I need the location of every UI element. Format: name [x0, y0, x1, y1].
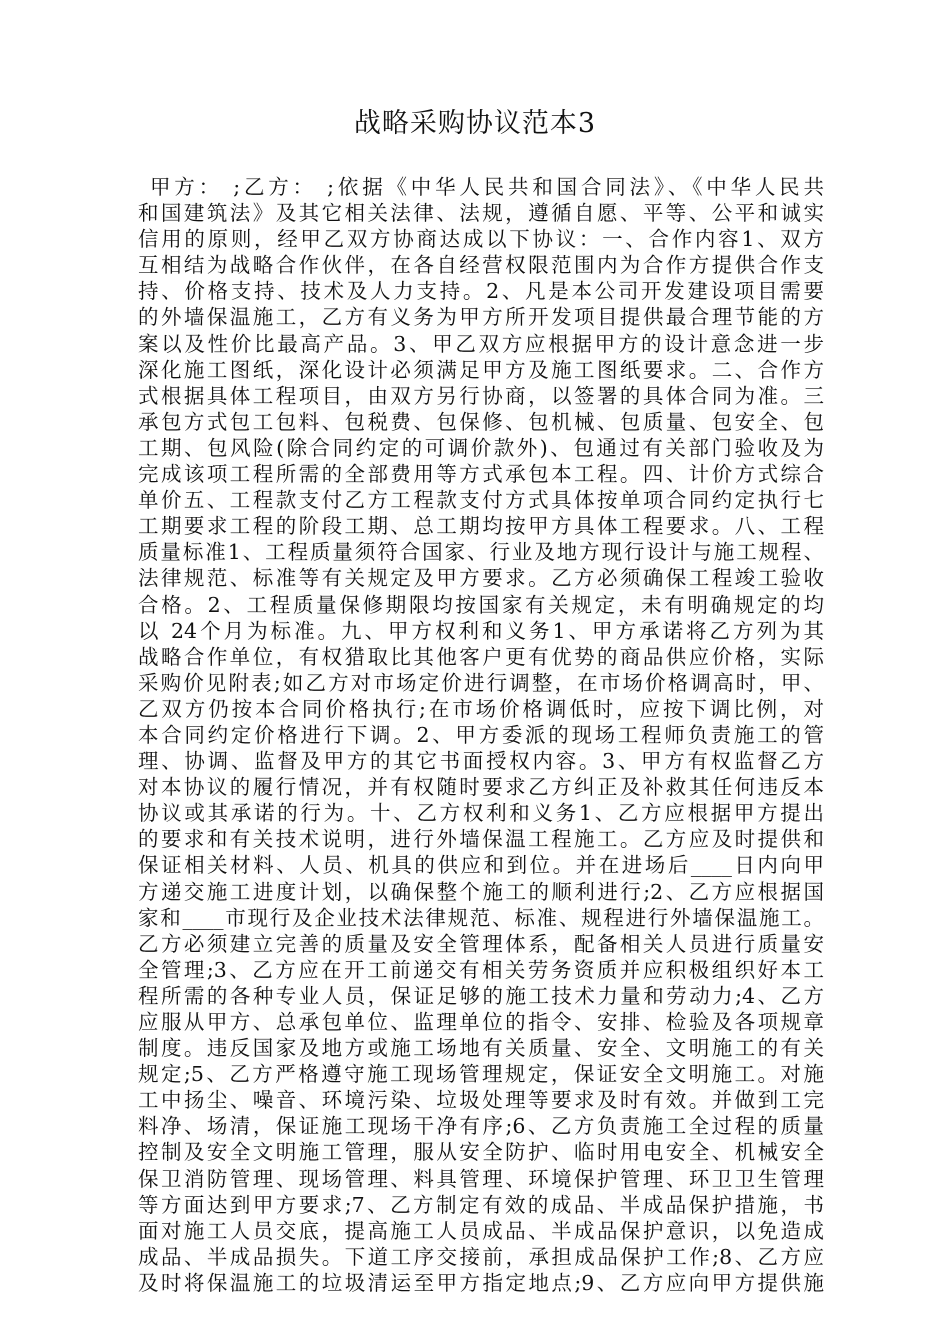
body-line: 对本协议的履行情况，并有权随时要求乙方纠正及补救其任何违反本 — [138, 775, 824, 800]
body-line: 本合同约定价格进行下调。2、甲方委派的现场工程师负责施工的管 — [138, 722, 824, 747]
body-line: 制度。违反国家及地方或施工场地有关质量、安全、文明施工的有关 — [138, 1036, 824, 1061]
body-line: 信用的原则，经甲乙双方协商达成以下协议：一、合作内容1、双方 — [138, 227, 824, 252]
body-line: 面对施工人员交底，提高施工人员成品、半成品保护意识，以免造成 — [138, 1218, 824, 1243]
body-line: 完成该项工程所需的全部费用等方式承包本工程。四、计价方式综合 — [138, 462, 824, 487]
body-line: 理、协调、监督及甲方的其它书面授权内容。3、甲方有权监督乙方 — [138, 749, 824, 774]
body-line: 的外墙保温施工，乙方有义务为甲方所开发项目提供最合理节能的方 — [138, 305, 824, 330]
body-line: 等方面达到甲方要求;7、乙方制定有效的成品、半成品保护措施，书 — [138, 1192, 824, 1217]
body-line: 和国建筑法》及其它相关法律、法规，遵循自愿、平等、公平和诚实 — [138, 201, 824, 226]
body-line: 乙方必须建立完善的质量及安全管理体系，配备相关人员进行质量安 — [138, 931, 824, 956]
body-line: 家和____市现行及企业技术法律规范、标准、规程进行外墙保温施工。 — [138, 905, 824, 930]
body-line: 持、价格支持、技术及人力支持。2、凡是本公司开发建设项目需要 — [138, 279, 824, 304]
body-line: 战略合作单位，有权猎取比其他客户更有优势的商品供应价格，实际 — [138, 644, 824, 669]
body-line: 采购价见附表;如乙方对市场定价进行调整，在市场价格调高时，甲、 — [138, 670, 824, 695]
body-line: 甲方： ;乙方： ;依据《中华人民共和国合同法》、《中华人民共 — [150, 175, 824, 199]
body-line: 承包方式包工包料、包税费、包保修、包机械、包质量、包安全、包 — [138, 409, 824, 434]
body-line: 质量标准1、工程质量须符合国家、行业及地方现行设计与施工规程、 — [138, 540, 824, 565]
body-line: 的要求和有关技术说明，进行外墙保温工程施工。乙方应及时提供和 — [138, 827, 824, 852]
body-line: 合格。2、工程质量保修期限均按国家有关规定，未有明确规定的均 — [138, 592, 824, 617]
body-line: 工期、包风险(除合同约定的可调价款外)、包通过有关部门验收及为 — [138, 435, 824, 460]
body-line: 保卫消防管理、现场管理、料具管理、环境保护管理、环卫卫生管理 — [138, 1166, 824, 1191]
body-line: 料净、场清，保证施工现场干净有序;6、乙方负责施工全过程的质量 — [138, 1114, 824, 1139]
body-line: 乙双方仍按本合同价格执行;在市场价格调低时，应按下调比例，对 — [138, 696, 824, 721]
body-line: 规定;5、乙方严格遵守施工现场管理规定，保证安全文明施工。对施 — [138, 1062, 824, 1087]
body-line: 以 24个月为标准。九、甲方权利和义务1、甲方承诺将乙方列为其 — [138, 618, 824, 643]
body-line: 互相结为战略合作伙伴，在各自经营权限范围内为合作方提供合作支 — [138, 253, 824, 278]
body-line: 控制及安全文明施工管理，服从安全防护、临时用电安全、机械安全 — [138, 1140, 824, 1165]
body-line: 深化施工图纸，深化设计必须满足甲方及施工图纸要求。二、合作方 — [138, 357, 824, 382]
body-line: 及时将保温施工的垃圾清运至甲方指定地点;9、乙方应向甲方提供施 — [138, 1270, 824, 1295]
body-line: 案以及性价比最高产品。3、甲乙双方应根据甲方的设计意念进一步 — [138, 331, 824, 356]
body-line: 工期要求工程的阶段工期、总工期均按甲方具体工程要求。八、工程 — [138, 514, 824, 539]
body-line: 方递交施工进度计划，以确保整个施工的顺利进行;2、乙方应根据国 — [138, 879, 824, 904]
body-line: 程所需的各种专业人员，保证足够的施工技术力量和劳动力;4、乙方 — [138, 983, 824, 1008]
body-line: 应服从甲方、总承包单位、监理单位的指令、安排、检验及各项规章 — [138, 1010, 824, 1034]
body-line: 单价五、工程款支付乙方工程款支付方式具体按单项合同约定执行七 — [138, 488, 824, 513]
body-line: 全管理;3、乙方应在开工前递交有相关劳务资质并应积极组织好本工 — [138, 957, 824, 982]
body-line: 成品、半成品损失。下道工序交接前，承担成品保护工作;8、乙方应 — [138, 1244, 824, 1269]
body-line: 式根据具体工程项目，由双方另行协商，以签署的具体合同为准。三 — [138, 383, 824, 408]
document-body — [138, 174, 824, 1296]
document-title: 战略采购协议范本3 — [353, 108, 597, 139]
body-line: 法律规范、标准等有关规定及甲方要求。乙方必须确保工程竣工验收 — [138, 566, 824, 591]
body-line: 工中扬尘、噪音、环境污染、垃圾处理等要求及时有效。并做到工完 — [138, 1088, 824, 1113]
body-line: 协议或其承诺的行为。十、乙方权利和义务1、乙方应根据甲方提出 — [138, 801, 824, 826]
body-line: 保证相关材料、人员、机具的供应和到位。并在进场后____日内向甲 — [138, 853, 824, 878]
